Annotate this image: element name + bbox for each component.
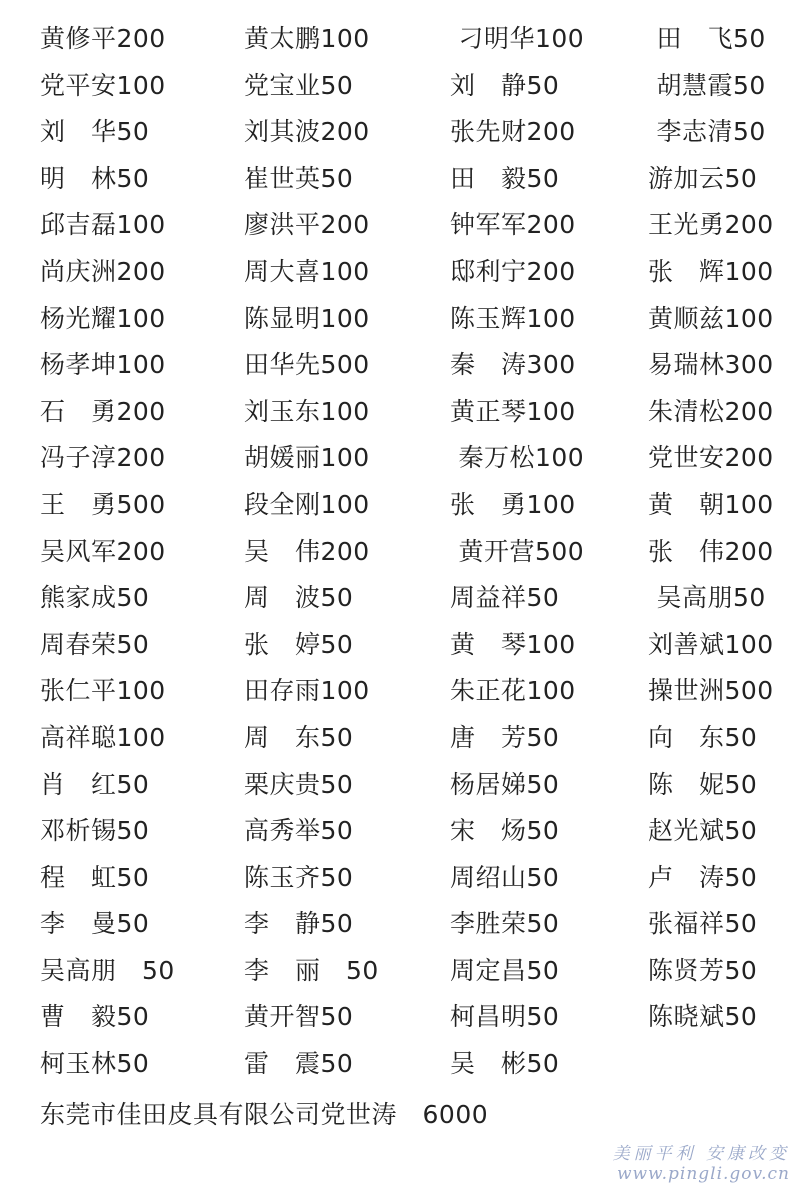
donation-list: [0, 16, 800, 1088]
donor-row: [0, 715, 800, 762]
donor-entry: 李 曼50: [40, 909, 150, 939]
donor-entry: 刘善斌100: [648, 629, 774, 659]
company-donation-line: 东莞市佳田皮具有限公司党世涛 6000: [40, 1100, 489, 1129]
donor-entry: 张 婷50: [244, 629, 354, 659]
donor-entry: 黄开智50: [244, 1002, 354, 1032]
donor-entry: 游加云50: [648, 163, 758, 193]
donor-entry: 陈 妮50: [648, 769, 758, 799]
site-watermark: [613, 1139, 790, 1184]
donor-entry: 朱清松200: [648, 396, 774, 426]
donor-entry: 黄 琴100: [450, 629, 576, 659]
donor-entry: 赵光斌50: [648, 816, 758, 846]
donor-row: [0, 948, 800, 995]
donor-entry: 秦万松100: [450, 443, 585, 473]
donor-entry: 周 东50: [244, 722, 354, 752]
donor-entry: 周绍山50: [450, 862, 560, 892]
donor-entry: 王光勇200: [648, 210, 774, 240]
donor-entry: 张 勇100: [450, 489, 576, 519]
donor-entry: 冯子淳200: [40, 443, 166, 473]
donor-entry: 高秀举50: [244, 816, 354, 846]
donor-entry: 黄修平200: [40, 24, 166, 53]
donor-entry: 陈晓斌50: [648, 1002, 758, 1032]
donor-entry: 崔世英50: [244, 163, 354, 193]
donor-entry: 陈显明100: [244, 303, 370, 333]
donor-row: [0, 622, 800, 669]
donor-entry: 段全刚100: [244, 489, 370, 519]
donor-row: [0, 529, 800, 576]
donor-entry: 党宝业50: [244, 70, 354, 100]
donor-entry: 吴 伟200: [244, 536, 370, 566]
donor-row: [0, 202, 800, 249]
donor-row: [0, 435, 800, 482]
donor-entry: 刘 静50: [450, 70, 560, 100]
donor-entry: 周春荣50: [40, 629, 150, 659]
donor-row: [0, 762, 800, 809]
donor-entry: 向 东50: [648, 722, 758, 752]
donor-entry: 张先财200: [450, 117, 576, 147]
donor-entry: 张 伟200: [648, 536, 774, 566]
donor-entry: 雷 震50: [244, 1049, 354, 1079]
donor-entry: 胡媛丽100: [244, 443, 370, 473]
donor-entry: 柯昌明50: [450, 1002, 560, 1032]
donor-entry: 吴高朋50: [648, 583, 766, 613]
donor-entry: 杨居娣50: [450, 769, 560, 799]
donor-entry: 朱正花100: [450, 676, 576, 706]
donor-entry: 李志清50: [648, 117, 766, 147]
donor-row: [0, 994, 800, 1041]
donor-entry: 李 静50: [244, 909, 354, 939]
donor-entry: 胡慧霞50: [648, 70, 766, 100]
donor-entry: 李胜荣50: [450, 909, 560, 939]
donor-entry: 杨孝坤100: [40, 350, 166, 380]
donor-entry: 党平安100: [40, 70, 166, 100]
donor-row: [0, 668, 800, 715]
donor-entry: 周 波50: [244, 583, 354, 613]
donor-entry: 易瑞林300: [648, 350, 774, 380]
donor-entry: 吴高朋 50: [40, 955, 175, 985]
donor-entry: 卢 涛50: [648, 862, 758, 892]
donor-entry: 秦 涛300: [450, 350, 576, 380]
donor-entry: 吴风军200: [40, 536, 166, 566]
donor-entry: 陈玉辉100: [450, 303, 576, 333]
watermark-slogan: 美丽平利 安康改变: [612, 1144, 790, 1164]
donor-entry: 黄顺兹100: [648, 303, 774, 333]
donor-row: [0, 808, 800, 855]
donor-entry: 刁明华100: [450, 24, 585, 53]
donor-entry: 陈贤芳50: [648, 955, 758, 985]
donor-entry: 石 勇200: [40, 396, 166, 426]
donor-entry: 黄太鹏100: [244, 24, 370, 53]
donor-entry: 田 毅50: [450, 163, 560, 193]
donor-row: [0, 296, 800, 343]
donor-row: [0, 575, 800, 622]
donor-entry: 黄 朝100: [648, 489, 774, 519]
donor-entry: 肖 红50: [40, 769, 150, 799]
donor-row: [0, 16, 800, 63]
donor-row: [0, 901, 800, 948]
donor-entry: 程 虹50: [40, 862, 150, 892]
donor-entry: 钟军军200: [450, 210, 576, 240]
donor-entry: 高祥聪100: [40, 722, 166, 752]
donor-entry: 熊家成50: [40, 583, 150, 613]
donor-entry: 周益祥50: [450, 583, 560, 613]
donor-entry: 曹 毅50: [40, 1002, 150, 1032]
donor-entry: 张福祥50: [648, 909, 758, 939]
donor-row: [0, 855, 800, 902]
donor-entry: 党世安200: [648, 443, 774, 473]
donor-entry: 刘 华50: [40, 117, 150, 147]
donor-entry: 邱吉磊100: [40, 210, 166, 240]
donor-entry: 吴 彬50: [450, 1049, 560, 1079]
donor-entry: 周定昌50: [450, 955, 560, 985]
donor-row: [0, 109, 800, 156]
donor-row: [0, 63, 800, 110]
donor-entry: 刘其波200: [244, 117, 370, 147]
donor-entry: 邸利宁200: [450, 256, 576, 286]
donor-row: [0, 342, 800, 389]
donor-entry: 唐 芳50: [450, 722, 560, 752]
donor-entry: 尚庆洲200: [40, 256, 166, 286]
donor-entry: 栗庆贵50: [244, 769, 354, 799]
donor-entry: 田存雨100: [244, 676, 370, 706]
donor-entry: 张仁平100: [40, 676, 166, 706]
donor-entry: 张 辉100: [648, 256, 774, 286]
donor-entry: 操世洲500: [648, 676, 774, 706]
donor-row: [0, 249, 800, 296]
donor-entry: 廖洪平200: [244, 210, 370, 240]
donor-row: [0, 1041, 800, 1088]
watermark-url: www.pingli.gov.cn: [616, 1164, 790, 1184]
donor-entry: 邓析锡50: [40, 816, 150, 846]
donor-entry: 宋 炀50: [450, 816, 560, 846]
donor-entry: 陈玉齐50: [244, 862, 354, 892]
donor-entry: 田华先500: [244, 350, 370, 380]
donor-row: [0, 156, 800, 203]
donor-row: [0, 482, 800, 529]
donor-entry: 明 林50: [40, 163, 150, 193]
donor-entry: 杨光耀100: [40, 303, 166, 333]
donor-entry: 刘玉东100: [244, 396, 370, 426]
donor-row: [0, 389, 800, 436]
donor-entry: 李 丽 50: [244, 955, 379, 985]
donor-entry: 周大喜100: [244, 256, 370, 286]
donor-entry: 田 飞50: [648, 24, 766, 53]
donor-entry: 王 勇500: [40, 489, 166, 519]
donor-entry: 黄开营500: [450, 536, 585, 566]
donor-entry: 黄正琴100: [450, 396, 576, 426]
donor-entry: 柯玉林50: [40, 1049, 150, 1079]
